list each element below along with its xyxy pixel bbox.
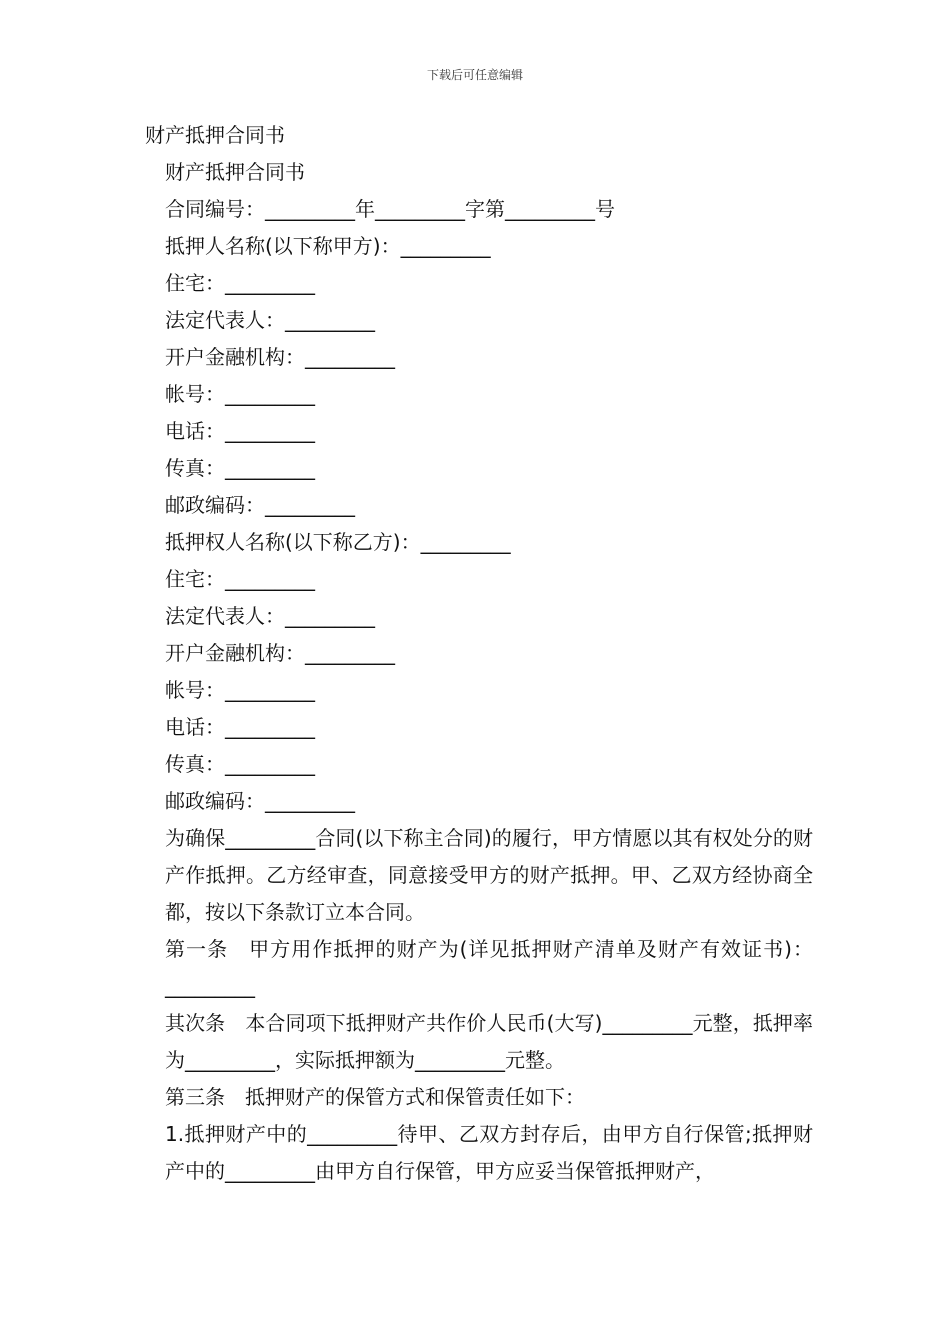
- mortgagee-account-line: 帐号：_________: [165, 678, 315, 702]
- document-title: 财产抵押合同书: [145, 123, 285, 147]
- contract-number-line: 合同编号：_________年_________字第_________号: [165, 197, 615, 221]
- mortgagee-phone-line: 电话：_________: [165, 715, 315, 739]
- page-header-note: 下载后可任意编辑: [426, 68, 523, 82]
- mortgagee-address-line: 住宅：_________: [165, 567, 315, 591]
- article-3-paragraph: 第三条 抵押财产的保管方式和保管责任如下：: [165, 1085, 585, 1109]
- mortgagor-account-line: 帐号：_________: [165, 382, 315, 406]
- mortgagor-phone-line: 电话：_________: [165, 419, 315, 443]
- mortgagee-fax-line: 传真：_________: [165, 752, 315, 776]
- article-1-paragraph: 第一条 甲方用作抵押的财产为(详见抵押财产清单及财产有效证书)：_________: [165, 937, 813, 998]
- article-3-item-1-paragraph: 1.抵押财产中的_________待甲、乙双方封存后，由甲方自行保管;抵押财产中的_________由甲方自行保管，甲方应妥当保管抵押财产，: [165, 1122, 813, 1183]
- mortgagee-postcode-line: 邮政编码：_________: [165, 789, 355, 813]
- mortgagee-bank-line: 开户金融机构：_________: [165, 641, 395, 665]
- mortgagor-name-line: 抵押人名称(以下称甲方)：_________: [165, 234, 491, 258]
- mortgagor-fax-line: 传真：_________: [165, 456, 315, 480]
- mortgagor-address-line: 住宅：_________: [165, 271, 315, 295]
- mortgagor-legal-rep-line: 法定代表人：_________: [165, 308, 375, 332]
- mortgagee-name-line: 抵押权人名称(以下称乙方)：_________: [165, 530, 511, 554]
- mortgagor-postcode-line: 邮政编码：_________: [165, 493, 355, 517]
- mortgagee-legal-rep-line: 法定代表人：_________: [165, 604, 375, 628]
- mortgagor-bank-line: 开户金融机构：_________: [165, 345, 395, 369]
- contract-document: [145, 117, 813, 1190]
- preamble-paragraph: 为确保_________合同(以下称主合同)的履行，甲方情愿以其有权处分的财产作抵押。乙方经审查，同意接受甲方的财产抵押。甲、乙双方经协商全都，按以下条款订立本合同。: [165, 826, 813, 924]
- document-subtitle: 财产抵押合同书: [165, 160, 305, 184]
- article-2-paragraph: 其次条 本合同项下抵押财产共作价人民币(大写)_________元整，抵押率为_________，实际抵押额为_________元整。: [165, 1011, 813, 1072]
